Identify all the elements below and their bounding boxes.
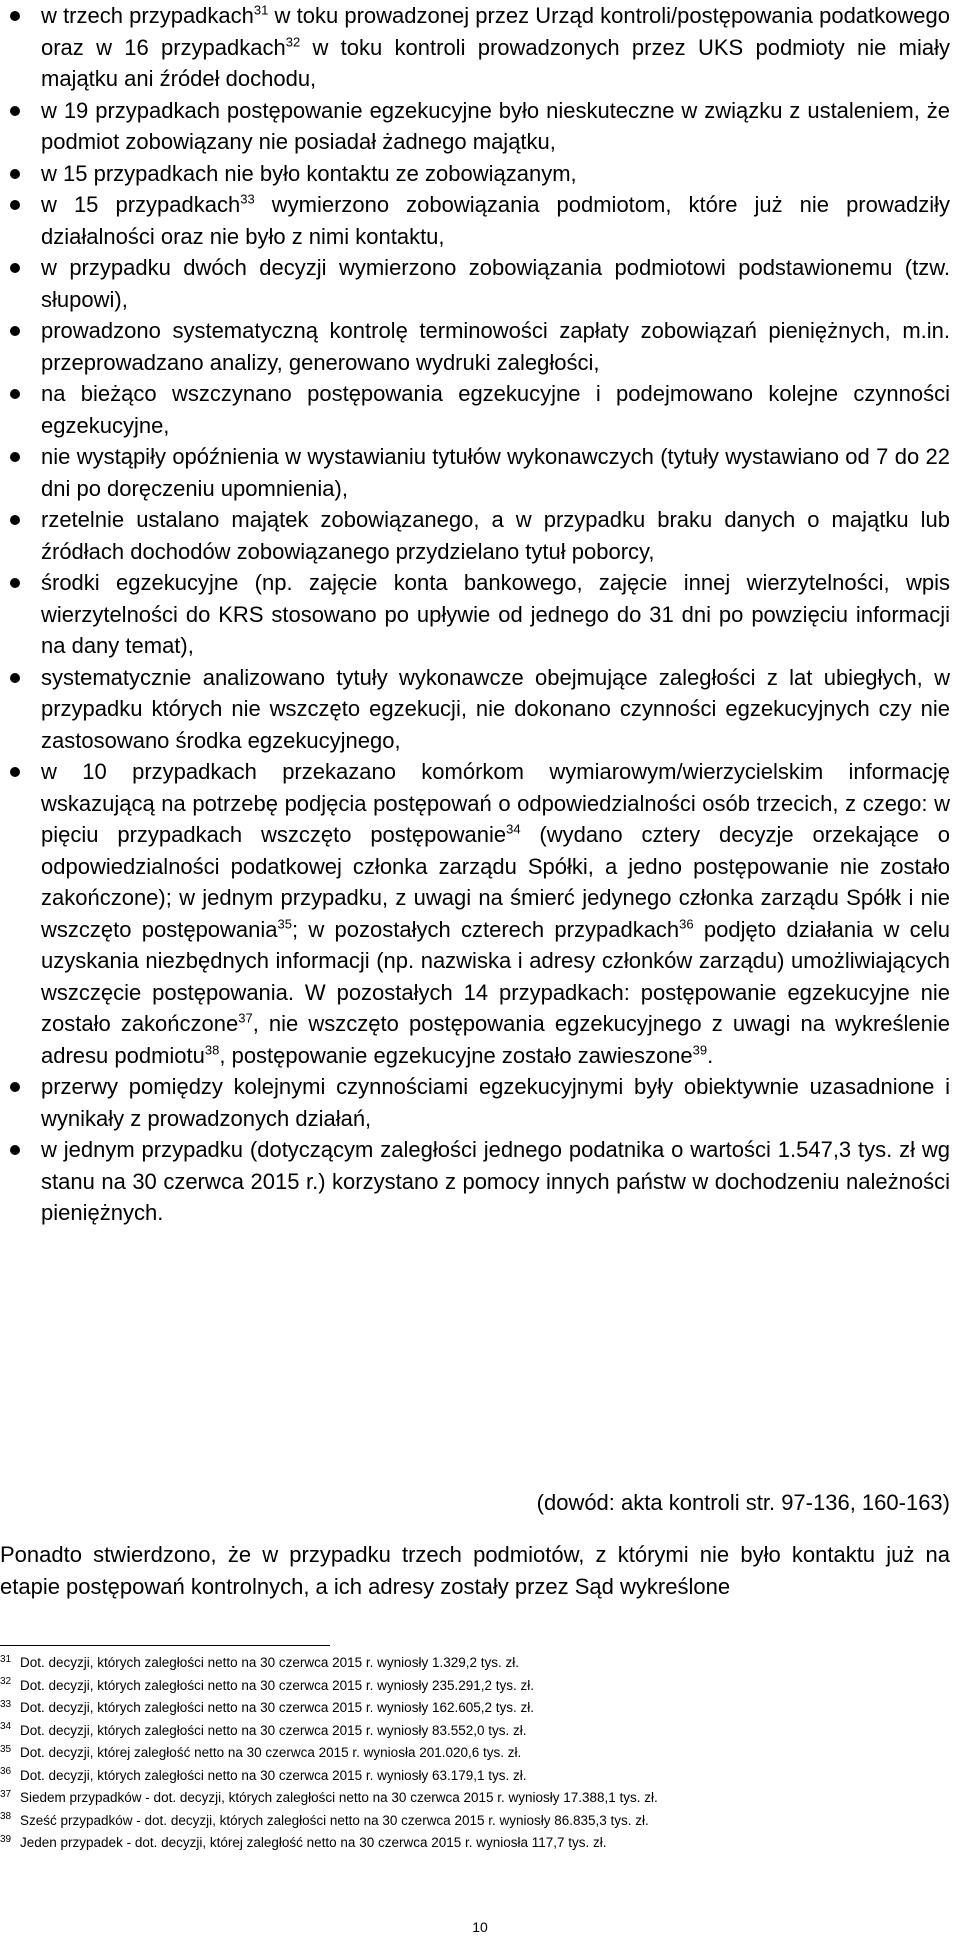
bullet-dot-icon <box>10 1082 20 1092</box>
evidence-reference: (dowód: akta kontroli str. 97-136, 160-163) <box>536 1490 950 1515</box>
bullet-text: , nie wszczęto postępowania egzekucyjnego z uwagi na wykreślenie adresu podmiotu <box>41 1011 950 1068</box>
bullet-dot-icon <box>10 263 20 273</box>
bullet-item <box>0 95 960 158</box>
bullet-item <box>0 567 960 662</box>
footnote-text: Dot. decyzji, których zaległości netto na 30 czerwca 2015 r. wyniosły 1.329,2 tys. zł. <box>20 1655 519 1670</box>
bullet-item <box>0 189 960 252</box>
footnote-text: Dot. decyzji, których zaległości netto na 30 czerwca 2015 r. wyniosły 235.291,2 tys. zł. <box>20 1677 535 1693</box>
bullet-dot-icon <box>10 1145 20 1155</box>
footnote: 32 Dot. decyzji, których zaległości netto na 30 czerwca 2015 r. wyniosły 235.291,2 tys. zł. <box>0 1676 535 1693</box>
bullet-item <box>0 441 960 504</box>
bullet-dot-icon <box>10 515 20 525</box>
bullet-dot-icon <box>10 452 20 462</box>
bullet-text: w 15 przypadkach <box>41 192 241 217</box>
footnote-text: Dot. decyzji, których zaległości netto na 30 czerwca 2015 r. wyniosły 63.179,1 tys. zł. <box>20 1767 527 1783</box>
footnote-ref: 38 <box>204 1042 220 1058</box>
footnote-ref: 36 <box>679 916 694 932</box>
bullet-text: , postępowanie egzekucyjne zostało zawieszone <box>219 1042 693 1068</box>
footnote-ref: 35 <box>277 916 292 932</box>
body-paragraph: Ponadto stwierdzono, że w przypadku trzech podmiotów, z którymi nie było kontaktu już na etapie postępowań kontrolnych, a ich adresy zostały przez Sąd wykreślone <box>0 1542 950 1599</box>
bullet-text: systematycznie analizowano tytuły wykonawcze obejmujące zaległości z lat ubiegłych, w przypadku których nie wszczęto egzekucji, nie dokonano czynności egzekucyjnych czy nie zastosowano środka egzekucyjnego, <box>41 664 950 753</box>
footnote: 39 Jeden przypadek - dot. decyzji, której zaległość netto na 30 czerwca 2015 r. wyniosła 117,7 tys. zł. <box>0 1833 607 1850</box>
bullet-item <box>0 662 960 757</box>
bullet-text: w jednym przypadku (dotyczącym zaległości jednego podatnika o wartości 1.547,3 tys. zł wg stanu na 30 czerwca 2015 r.) korzystano z pomocy innych państw w dochodzeniu należności pieniężnych. <box>41 1137 950 1225</box>
bullet-text: w toku kontroli prowadzonych przez UKS podmioty nie miały majątku ani źródeł dochodu, <box>41 34 950 91</box>
bullet-text: przerwy pomiędzy kolejnymi czynnościami egzekucyjnymi były obiektywnie uzasadnione i wynikały z prowadzonych działań, <box>41 1074 950 1131</box>
footnote-ref: 39 <box>692 1042 708 1058</box>
bullet-dot-icon <box>10 389 20 399</box>
bullet-item <box>0 315 960 378</box>
bullet-text: prowadzono systematyczną kontrolę terminowości zapłaty zobowiązań pieniężnych, m.in. przeprowadzano analizy, generowano wydruki zaległości, <box>41 318 950 375</box>
footnote-ref: 34 <box>506 821 521 837</box>
footnote-ref: 32 <box>285 34 301 50</box>
footnote-separator <box>0 1645 330 1646</box>
bullet-text: . <box>707 1042 714 1068</box>
bullet-text: na bieżąco wszczynano postępowania egzekucyjne i podejmowano kolejne czynności egzekucyjne, <box>41 381 950 438</box>
footnote-ref: 37 <box>238 1010 253 1026</box>
bullet-text: środki egzekucyjne (np. zajęcie konta bankowego, zajęcie innej wierzytelności, wpis wierzytelności do KRS stosowano po upływie od jednego do 31 dni po powzięciu informacji na dany temat), <box>41 570 950 658</box>
footnote-text: Siedem przypadków - dot. decyzji, których zaległości netto na 30 czerwca 2015 r. wyniosły 17.388,1 tys. zł. <box>20 1790 658 1805</box>
bullet-item <box>0 504 960 567</box>
bullet-item <box>0 1134 960 1229</box>
bullet-dot-icon <box>10 11 20 21</box>
footnote-text: Dot. decyzji, której zaległość netto na 30 czerwca 2015 r. wyniosła 201.020,6 tys. zł. <box>20 1745 522 1760</box>
bullet-item <box>0 1071 960 1134</box>
bullet-item <box>0 252 960 315</box>
bullet-dot-icon <box>10 106 20 116</box>
footnote: 31 Dot. decyzji, których zaległości netto na 30 czerwca 2015 r. wyniosły 1.329,2 tys. zł. <box>0 1653 519 1670</box>
footnote-ref: 31 <box>253 2 269 18</box>
bullet-dot-icon <box>10 200 20 210</box>
footnote-text: Jeden przypadek - dot. decyzji, której zaległość netto na 30 czerwca 2015 r. wyniosła 117,7 tys. zł. <box>20 1835 607 1850</box>
bullet-dot-icon <box>10 767 20 777</box>
footnote: 35 Dot. decyzji, której zaległość netto na 30 czerwca 2015 r. wyniosła 201.020,6 tys. zł. <box>0 1743 522 1760</box>
bullet-text: nie wystąpiły opóźnienia w wystawianiu tytułów wykonawczych (tytuły wystawiano od 7 do 22 dni po doręczeniu upomnienia), <box>41 444 950 501</box>
footnote: 38 Sześć przypadków - dot. decyzji, których zaległości netto na 30 czerwca 2015 r. wyniosły 86.835,3 tys. zł. <box>0 1811 649 1828</box>
bullet-text: w przypadku dwóch decyzji wymierzono zobowiązania podmiotowi podstawionemu (tzw. słupowi), <box>41 255 950 312</box>
footnote: 34 Dot. decyzji, których zaległości netto na 30 czerwca 2015 r. wyniosły 83.552,0 tys. zł. <box>0 1721 527 1738</box>
footnote: 37 Siedem przypadków - dot. decyzji, których zaległości netto na 30 czerwca 2015 r. wyniosły 17.388,1 tys. zł. <box>0 1788 658 1805</box>
bullet-text: w trzech przypadkach <box>41 3 254 28</box>
bullet-text: podjęto działania w celu uzyskania niezbędnych informacji (np. nazwiska i adresy członków zarządu) umożliwiających wszczęcie postępowania. W pozostałych 14 przypadkach: postępowanie egzekucyjne nie zostało zakończone <box>41 916 951 1036</box>
bullet-item <box>0 0 960 95</box>
bullet-text: wymierzono zobowiązania podmiotom, które już nie prowadziły działalności oraz nie było z nimi kontaktu, <box>41 192 951 249</box>
footnote-list <box>0 1652 960 1855</box>
bullet-text: w toku prowadzonej przez Urząd kontroli/postępowania podatkowego oraz w 16 przypadkach <box>41 3 950 60</box>
bullet-item <box>0 756 960 1071</box>
footnote: 36 Dot. decyzji, których zaległości netto na 30 czerwca 2015 r. wyniosły 63.179,1 tys. zł. <box>0 1766 527 1783</box>
bullet-dot-icon <box>10 673 20 683</box>
page-number: 10 <box>472 1919 488 1935</box>
footnote-text: Dot. decyzji, których zaległości netto na 30 czerwca 2015 r. wyniosły 162.605,2 tys. zł. <box>20 1700 535 1715</box>
bullet-text: w 10 przypadkach przekazano komórkom wymiarowym/wierzycielskim informację wskazującą na potrzebę podjęcia postępowań o odpowiedzialności osób trzecich, z czego: w pięciu przypadkach wszczęto postępowanie <box>41 759 950 847</box>
footnote: 33 Dot. decyzji, których zaległości netto na 30 czerwca 2015 r. wyniosły 162.605,2 tys. zł. <box>0 1698 535 1715</box>
footnote-ref: 33 <box>240 191 255 207</box>
bullet-text: w 15 przypadkach nie było kontaktu ze zobowiązanym, <box>41 160 577 186</box>
bullet-item <box>0 158 960 190</box>
bullet-item <box>0 378 960 441</box>
bullet-text: w 19 przypadkach postępowanie egzekucyjne było nieskuteczne w związku z ustaleniem, że podmiot zobowiązany nie posiadał żadnego majątku, <box>41 97 950 154</box>
bullet-dot-icon <box>10 578 20 588</box>
bullet-text: rzetelnie ustalano majątek zobowiązanego, a w przypadku braku danych o majątku lub źródłach dochodów zobowiązanego przydzielano tytuł poborcy, <box>41 507 950 564</box>
bullet-text: (wydano cztery decyzje orzekające o odpowiedzialności podatkowej członka zarządu Spółki, a jedno postępowanie nie zostało zakończone); w jednym przypadku, z uwagi na śmierć jedynego członka zarządu Spółk i nie wszczęto postępowania <box>41 822 950 942</box>
bullet-dot-icon <box>10 326 20 336</box>
bullet-text: ; w pozostałych czterech przypadkach <box>292 916 680 942</box>
bullet-dot-icon <box>10 169 20 179</box>
footnote-text: Sześć przypadków - dot. decyzji, których zaległości netto na 30 czerwca 2015 r. wyniosły 86.835,3 tys. zł. <box>20 1812 649 1828</box>
footnote-text: Dot. decyzji, których zaległości netto na 30 czerwca 2015 r. wyniosły 83.552,0 tys. zł. <box>20 1722 527 1738</box>
